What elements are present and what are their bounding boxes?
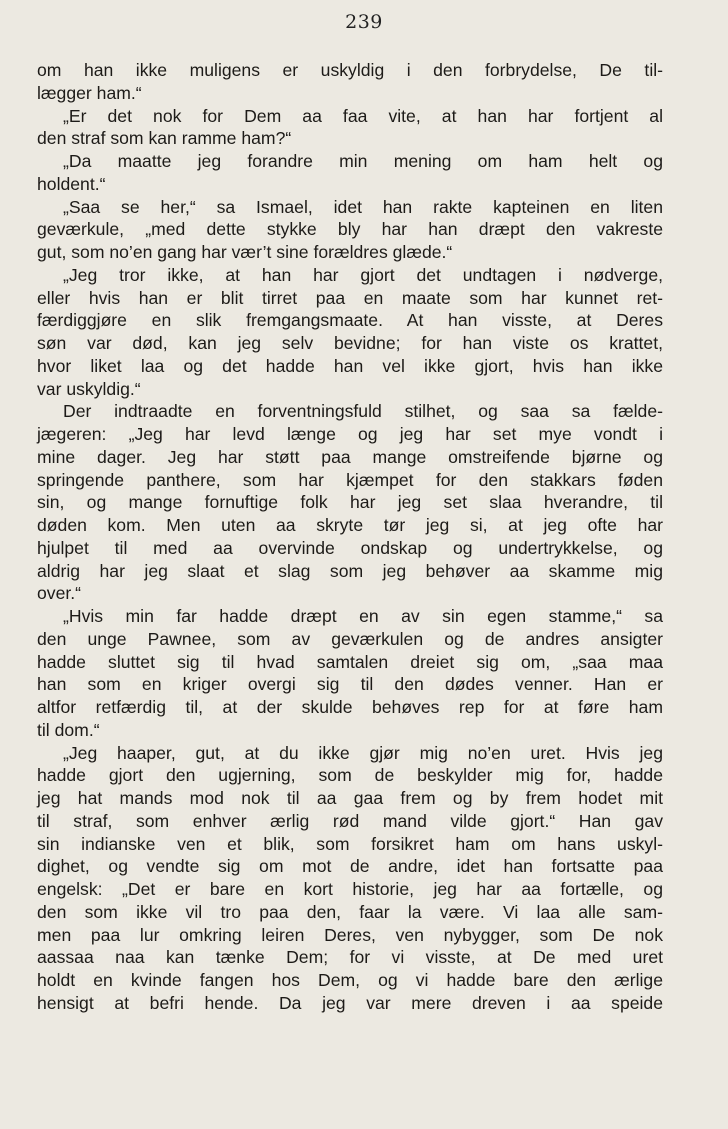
text-line: lægger ham.“ [37, 82, 142, 103]
text-line: hjulpet til med aa overvinde ondskap og undertrykkelse, og [37, 537, 663, 558]
text-line: hensigt at befri hende. Da jeg var mere dreven i aa speide [37, 992, 663, 1013]
text-line: aldrig har jeg slaat et slag som jeg behøver aa skamme mig [37, 560, 663, 581]
text-line: den straf som kan ramme ham?“ [37, 128, 292, 149]
text-line: holdt en kvinde fangen hos Dem, og vi hadde bare den ærlige [37, 970, 663, 990]
text-line: hadde sluttet sig til hvad samtalen dreiet sig om, „saa maa [37, 651, 663, 672]
text-line: færdiggjøre en slik fremgangsmaate. At han visste, at Deres [37, 310, 663, 331]
text-line: „Hvis min far hadde dræpt en av sin egen stamme,“ sa [63, 606, 663, 626]
body-text [37, 59, 663, 1015]
text-line: var uskyldig.“ [37, 378, 141, 399]
text-line: han som en kriger overgi sig til den dødes venner. Han er [37, 674, 663, 695]
text-line: Der indtraadte en forventningsfuld stilhet, og saa sa fælde- [63, 401, 663, 422]
text-line: engelsk: „Det er bare en kort historie, jeg har aa fortælle, og [37, 879, 663, 899]
text-line: geværkule, „med dette stykke bly har han dræpt den vakreste [37, 219, 663, 240]
text-line: sin indianske ven et blik, som forsikret ham om hans uskyl- [37, 833, 663, 854]
text-line: holdent.“ [37, 173, 106, 194]
text-line: aassaa naa kan tænke Dem; for vi visste, at De med uret [37, 947, 663, 968]
text-line: „Saa se her,“ sa Ismael, idet han rakte kapteinen en liten [63, 196, 663, 217]
text-line: hvor liket laa og det hadde han vel ikke gjort, hvis han ikke [37, 355, 663, 376]
text-line: eller hvis han er blit tirret paa en maate som har kunnet ret- [37, 287, 663, 308]
text-line: over.“ [37, 583, 82, 604]
text-line: jeg hat mands mod nok til aa gaa frem og by frem hodet mit [37, 788, 663, 808]
text-line: om han ikke muligens er uskyldig i den forbrydelse, De til- [37, 60, 663, 80]
text-line: hadde gjort den ugjerning, som de beskylder mig for, hadde [37, 765, 663, 786]
text-line: døden kom. Men uten aa skryte tør jeg si, at jeg ofte har [37, 515, 663, 535]
text-line: dighet, og vendte sig om mot de andre, idet han fortsatte paa [37, 856, 663, 877]
text-line: den som ikke vil tro paa den, faar la være. Vi laa alle sam- [37, 901, 663, 922]
text-line: „Er det nok for Dem aa faa vite, at han har fortjent al [63, 105, 663, 126]
text-line: gut, som no’en gang har vær’t sine forældres glæde.“ [37, 242, 453, 262]
text-line: „Da maatte jeg forandre min mening om ham helt og [63, 151, 663, 171]
text-line: jægeren: „Jeg har levd længe og jeg har set mye vondt i [37, 424, 663, 444]
text-line: „Jeg tror ikke, at han har gjort det undtagen i nødverge, [63, 264, 663, 285]
text-line: „Jeg haaper, gut, at du ikke gjør mig no’en uret. Hvis jeg [63, 742, 663, 763]
text-line: til dom.“ [37, 719, 100, 740]
text-line: den unge Pawnee, som av geværkulen og de andres ansigter [37, 628, 663, 649]
text-line: altfor retfærdig til, at der skulde behøves rep for at føre ham [37, 697, 663, 717]
text-line: sin, og mange fornuftige folk har jeg set slaa hverandre, til [37, 492, 663, 513]
text-line: til straf, som enhver ærlig rød mand vilde gjort.“ Han gav [37, 810, 663, 831]
text-line: men paa lur omkring leiren Deres, ven nybygger, som De nok [37, 924, 663, 945]
text-line: søn var død, kan jeg selv bevidne; for han viste os krattet, [37, 333, 663, 353]
page-number: 239 [345, 11, 383, 33]
text-line: mine dager. Jeg har støtt paa mange omstreifende bjørne og [37, 446, 663, 467]
text-line: springende panthere, som har kjæmpet for den stakkars føden [37, 469, 663, 490]
